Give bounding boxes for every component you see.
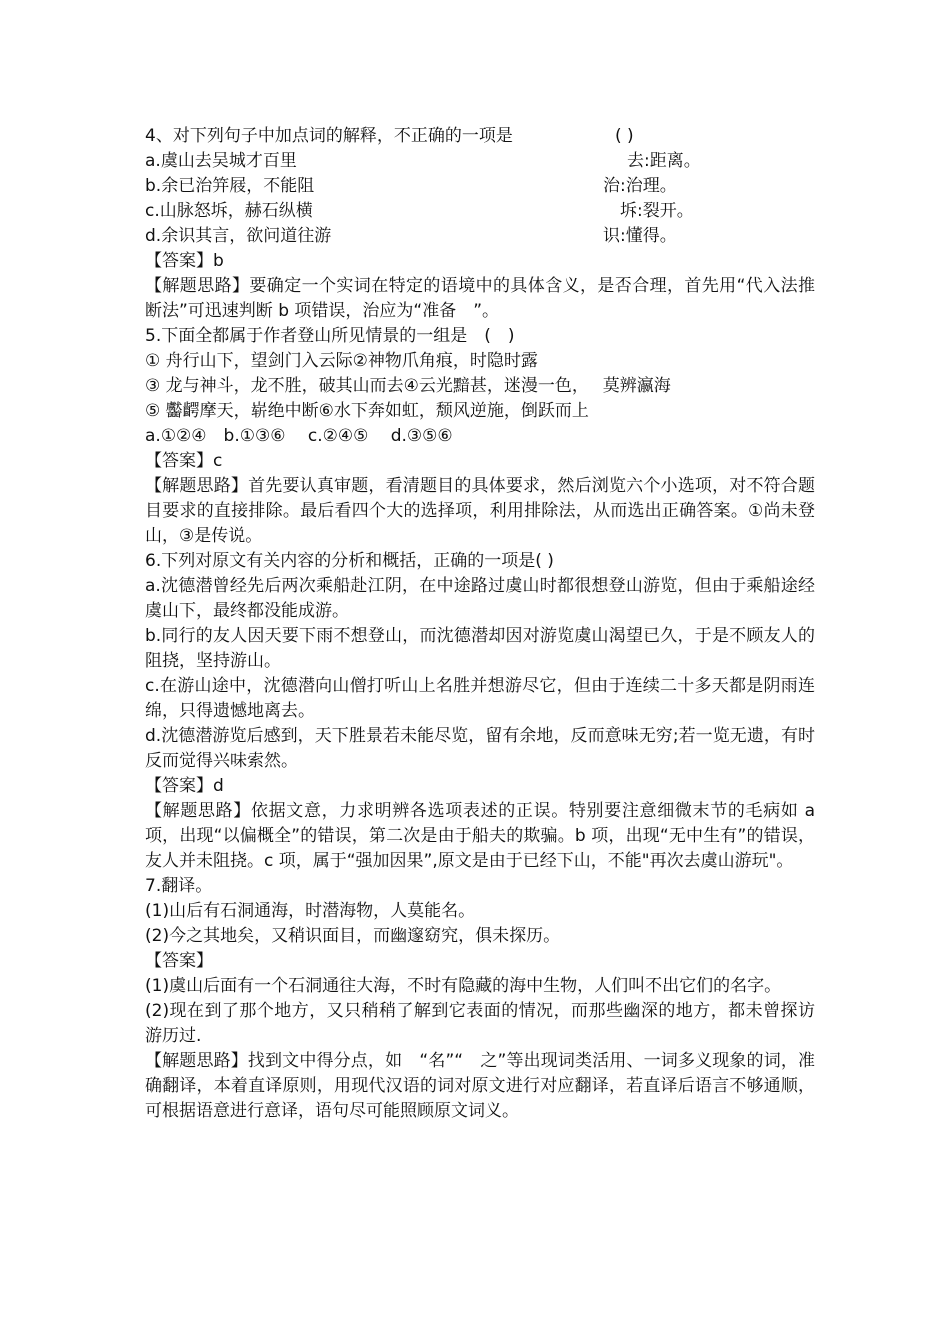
q6-option-d: d.沈德潜游览后感到，天下胜景若未能尽览，留有余地，反而意味无穷;若一览无遗，有时反而觉得兴味索然。 bbox=[145, 726, 815, 771]
q6-stem: 6.下列对原文有关内容的分析和概括，正确的一项是( ) bbox=[145, 551, 554, 571]
q7-answer-1: (1)虞山后面有一个石洞通往大海，不时有隐藏的海中生物，人们叫不出它们的名字。 bbox=[145, 976, 782, 996]
q6-option-b: b.同行的友人因天要下雨不想登山，而沈德潜却因对游览虞山渴望已久，于是不顾友人的阻挠，坚持游山。 bbox=[145, 626, 815, 671]
q6-analysis: 【解题思路】依据文意，力求明辨各选项表述的正误。特别要注意细微末节的毛病如 a 项，出现“以偏概全”的错误，第二次是由于船夫的欺骗。b 项，出现“无中生有”的错误，友人并未阻挠。c 项，属于“强加因果”,原文是由于已经下山，不能"再次去虞山游玩"。 bbox=[145, 801, 815, 871]
q4-option-b bbox=[145, 174, 815, 199]
q4-option-c bbox=[145, 199, 815, 224]
q6-answer: 【答案】d bbox=[145, 776, 224, 796]
document-content bbox=[145, 124, 815, 1124]
q4-option-d-sentence: d.余识其言，欲问道往游 bbox=[145, 226, 332, 246]
q4-paren: ( ) bbox=[615, 126, 634, 146]
q7-item-2: (2)今之其地矣，又稍识面目，而幽邃窈究，俱未探历。 bbox=[145, 926, 561, 946]
q4-option-a bbox=[145, 149, 815, 174]
q4-option-b-sentence: b.余已治笄屐，不能阻 bbox=[145, 176, 315, 196]
q6-option-c: c.在游山途中，沈德潜向山僧打听山上名胜并想游尽它，但由于连续二十多天都是阴雨连绵，只得遗憾地离去。 bbox=[145, 676, 815, 721]
q5-stem: 5.下面全都属于作者登山所见情景的一组是 ( ) bbox=[145, 326, 515, 346]
q7-answer-label: 【答案】 bbox=[145, 951, 213, 971]
q7-answer-2: (2)现在到了那个地方，又只稍稍了解到它表面的情况，而那些幽深的地方，都未曾探访游历过. bbox=[145, 1001, 815, 1046]
q7-item-1: (1)山后有石洞通海，时潜海物，人莫能名。 bbox=[145, 901, 476, 921]
q5-choices: a.①②④ b.①③⑥ c.②④⑤ d.③⑤⑥ bbox=[145, 426, 453, 446]
q6-option-a: a.沈德潜曾经先后两次乘船赴江阴，在中途路过虞山时都很想登山游览，但由于乘船途经虞山下，最终都没能成游。 bbox=[145, 576, 815, 621]
q4-analysis: 【解题思路】要确定一个实词在特定的语境中的具体含义，是否合理，首先用“代入法推断法”可迅速判断 b 项错误，治应为“准备 ”。 bbox=[145, 276, 815, 321]
q4-option-c-sentence: c.山脉怒坼，赫石纵横 bbox=[145, 201, 313, 221]
q4-stem: 4、对下列句子中加点词的解释，不正确的一项是 bbox=[145, 126, 513, 146]
q4-option-d bbox=[145, 224, 815, 249]
q5-item-line-3: ⑤ 齾齶摩天，崭绝中断⑥水下奔如虹，颓风逆施，倒跃而上 bbox=[145, 401, 589, 421]
q7-analysis: 【解题思路】找到文中得分点，如 “名”“ 之”等出现词类活用、一词多义现象的词，准确翻译，本着直译原则，用现代汉语的词对原文进行对应翻译，若直译后语言不够通顺，可根据语意进行意译，语句尽可能照顾原文词义。 bbox=[145, 1051, 815, 1121]
q4-option-a-sentence: a.虞山去吴城才百里 bbox=[145, 151, 297, 171]
q5-analysis: 【解题思路】首先要认真审题，看清题目的具体要求，然后浏览六个小选项，对不符合题目要求的直接排除。最后看四个大的选择项，利用排除法，从而选出正确答案。①尚未登山，③是传说。 bbox=[145, 476, 815, 546]
q4-option-b-gloss: 治:治理。 bbox=[603, 176, 677, 196]
q5-item-line-2: ③ 龙与神斗，龙不胜，破其山而去④云光黯甚，迷漫一色， 莫辨瀛海 bbox=[145, 376, 671, 396]
q5-item-line-1: ① 舟行山下，望剑门入云际②神物爪角痕，时隐时露 bbox=[145, 351, 538, 371]
q7-stem: 7.翻译。 bbox=[145, 876, 213, 896]
q4-option-a-gloss: 去:距离。 bbox=[627, 151, 701, 171]
q4-answer: 【答案】b bbox=[145, 251, 224, 271]
q5-answer: 【答案】c bbox=[145, 451, 223, 471]
q4-option-c-gloss: 坼:裂开。 bbox=[620, 201, 694, 221]
q4-option-d-gloss: 识:懂得。 bbox=[603, 226, 677, 246]
q4-stem-line bbox=[145, 124, 815, 149]
